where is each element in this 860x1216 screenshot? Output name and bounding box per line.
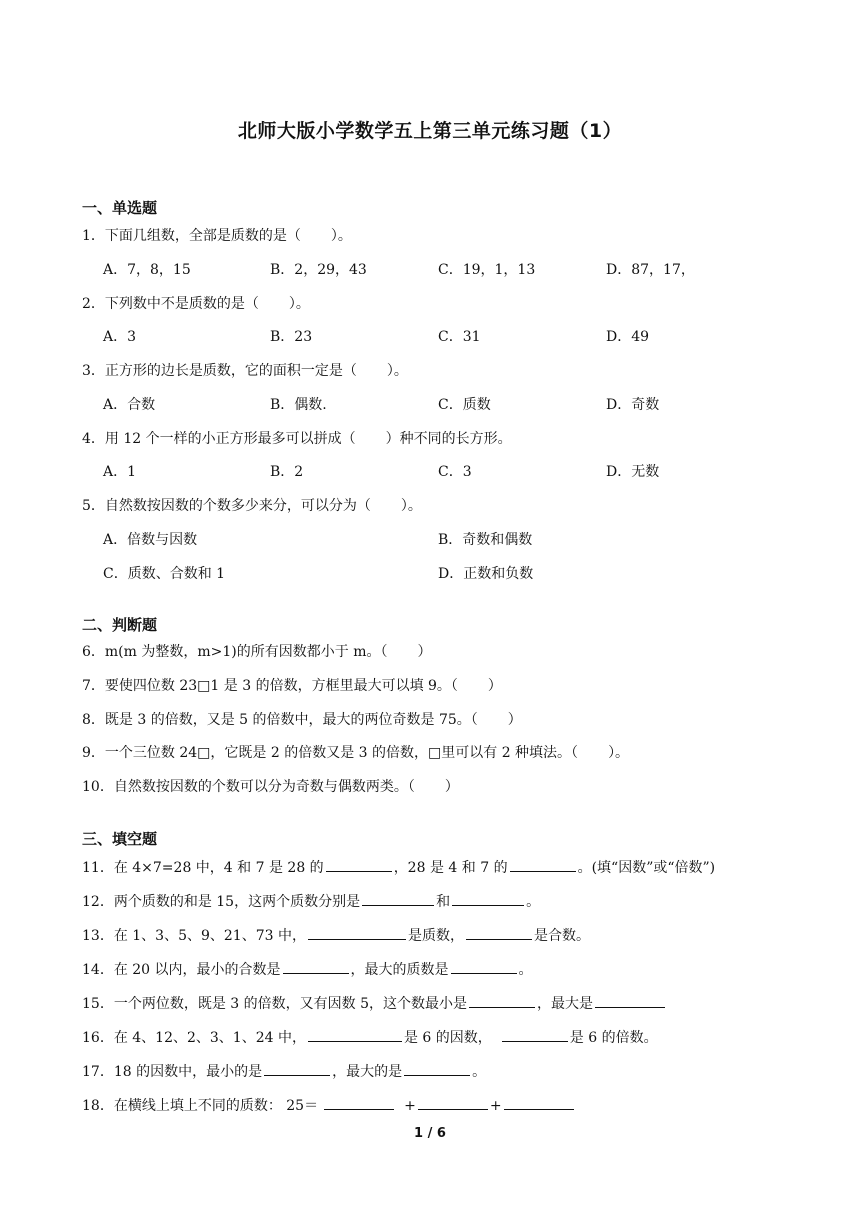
question-13-text-c: 是合数。 <box>533 928 590 944</box>
answer-blank[interactable] <box>595 992 665 1008</box>
question-14-text-a: 14．在 20 以内，最小的合数是 <box>82 962 281 978</box>
question-4-stem-end: ）种不同的长方形。 <box>385 431 512 447</box>
question-6 <box>82 642 431 662</box>
answer-blank[interactable] <box>504 1094 574 1110</box>
question-3-option-b: B．偶数. <box>270 397 327 413</box>
answer-blank[interactable] <box>308 1026 402 1042</box>
question-4-stem: 4．用 12 个一样的小正方形最多可以拼成（ <box>82 431 356 447</box>
question-3-stem: 3．正方形的边长是质数，它的面积一定是（ <box>82 363 357 379</box>
question-17 <box>82 1060 486 1082</box>
question-18-plus: + <box>404 1098 416 1114</box>
section-heading-true-false: 二、判断题 <box>82 616 158 634</box>
page-title: 北师大版小学数学五上第三单元练习题（1） <box>237 120 623 142</box>
answer-blank[interactable] <box>264 1060 330 1076</box>
answer-blank[interactable] <box>469 992 535 1008</box>
question-3-option-d: D．奇数 <box>606 397 660 413</box>
question-3-stem-end: ）。 <box>386 363 408 379</box>
answer-blank[interactable] <box>326 856 392 872</box>
question-1-option-c: C．19，1，13 <box>438 262 536 278</box>
question-1 <box>82 226 352 246</box>
question-4 <box>82 429 512 449</box>
question-15-text-a: 15．一个两位数，既是 3 的倍数，又有因数 5，这个数最小是 <box>82 996 467 1012</box>
answer-blank[interactable] <box>510 856 576 872</box>
question-8 <box>82 710 522 730</box>
question-5 <box>82 496 422 516</box>
question-2-option-c: C．31 <box>438 329 481 345</box>
question-12-text-b: 和 <box>436 894 451 910</box>
question-12-text-a: 12．两个质数的和是 15，这两个质数分别是 <box>82 894 361 910</box>
question-10-paren-close: ） <box>444 779 459 795</box>
answer-blank[interactable] <box>283 958 349 974</box>
question-3-option-c: C．质数 <box>438 397 491 413</box>
question-13-text-b: 是质数， <box>407 928 464 944</box>
answer-blank[interactable] <box>418 1094 488 1110</box>
question-9 <box>82 743 629 763</box>
question-8-text: 8．既是 3 的倍数，又是 5 的倍数中，最大的两位奇数是 75。（ <box>82 712 478 728</box>
question-15-text-b: ，最大是 <box>536 996 593 1012</box>
question-11 <box>82 856 715 878</box>
question-1-option-b: B．2，29，43 <box>270 262 367 278</box>
question-9-text: 9．一个三位数 24□，它既是 2 的倍数又是 3 的倍数，□里可以有 2 种填法。（ <box>82 745 579 761</box>
question-17-text-a: 17．18 的因数中，最小的是 <box>82 1064 263 1080</box>
question-2 <box>82 294 310 314</box>
question-15 <box>82 992 667 1014</box>
page-number: 1 / 6 <box>414 1126 446 1141</box>
question-13-text-a: 13．在 1、3、5、9、21、73 中， <box>82 928 306 944</box>
question-16 <box>82 1026 658 1048</box>
question-5-stem: 5．自然数按因数的个数多少来分，可以分为（ <box>82 498 371 514</box>
question-12 <box>82 890 540 912</box>
section-heading-single-choice: 一、单选题 <box>82 199 158 217</box>
question-6-paren-close: ） <box>417 644 432 660</box>
question-1-stem-end: ）。 <box>330 228 352 244</box>
question-13 <box>82 924 590 946</box>
answer-blank[interactable] <box>308 924 406 940</box>
question-18 <box>82 1094 576 1116</box>
answer-blank[interactable] <box>362 890 434 906</box>
question-1-option-d: D．87，17， <box>606 262 695 278</box>
answer-blank[interactable] <box>466 924 532 940</box>
question-11-text-b: ，28 是 4 和 7 的 <box>393 860 508 876</box>
answer-blank[interactable] <box>404 1060 470 1076</box>
question-4-option-c: C．3 <box>438 464 472 480</box>
question-9-paren-close: ）。 <box>608 745 630 761</box>
question-5-option-d: D．正数和负数 <box>438 566 534 582</box>
question-5-option-c: C．质数、合数和 1 <box>103 566 226 582</box>
question-16-text-c: 是 6 的倍数。 <box>569 1030 658 1046</box>
section-heading-fill-in: 三、填空题 <box>82 830 158 848</box>
question-6-text: 6．m(m 为整数，m>1)的所有因数都小于 m。（ <box>82 644 388 660</box>
question-3-option-a: A．合数 <box>103 397 156 413</box>
question-2-option-b: B．23 <box>270 329 313 345</box>
question-7-paren-close: ） <box>487 678 502 694</box>
answer-blank[interactable] <box>452 890 524 906</box>
question-7-text: 7．要使四位数 23□1 是 3 的倍数，方框里最大可以填 9。（ <box>82 678 458 694</box>
question-18-text-a: 18．在横线上填上不同的质数： 25＝ <box>82 1098 319 1114</box>
question-1-option-a: A．7，8，15 <box>103 262 191 278</box>
question-12-text-c: 。 <box>526 894 541 910</box>
question-17-text-b: ，最大的是 <box>332 1064 403 1080</box>
answer-blank[interactable] <box>324 1094 394 1110</box>
answer-blank[interactable] <box>451 958 517 974</box>
question-16-text-a: 16．在 4、12、2、3、1、24 中， <box>82 1030 306 1046</box>
question-4-option-a: A．1 <box>103 464 137 480</box>
question-5-stem-end: ）。 <box>400 498 422 514</box>
question-3 <box>82 361 408 381</box>
question-10-text: 10．自然数按因数的个数可以分为奇数与偶数两类。（ <box>82 779 415 795</box>
question-11-text-a: 11．在 4×7=28 中，4 和 7 是 28 的 <box>82 860 324 876</box>
question-4-option-d: D．无数 <box>606 464 660 480</box>
question-2-stem: 2．下列数中不是质数的是（ <box>82 296 259 312</box>
question-5-option-a: A．倍数与因数 <box>103 532 198 548</box>
question-5-option-b: B．奇数和偶数 <box>438 532 533 548</box>
question-7 <box>82 676 502 696</box>
question-2-stem-end: ）。 <box>288 296 310 312</box>
question-14-text-b: ，最大的质数是 <box>350 962 449 978</box>
question-17-text-c: 。 <box>472 1064 487 1080</box>
question-18-plus: + <box>489 1098 502 1114</box>
question-14-text-c: 。 <box>518 962 533 978</box>
answer-blank[interactable] <box>502 1026 568 1042</box>
question-14 <box>82 958 533 980</box>
question-2-option-d: D．49 <box>606 329 650 345</box>
question-11-text-c: 。(填“因数”或“倍数”) <box>577 860 716 876</box>
question-4-option-b: B．2 <box>270 464 304 480</box>
question-2-option-a: A．3 <box>103 329 137 345</box>
question-10 <box>82 777 459 797</box>
question-1-stem: 1．下面几组数，全部是质数的是（ <box>82 228 301 244</box>
question-16-text-b: 是 6 的因数， <box>403 1030 492 1046</box>
question-8-paren-close: ） <box>507 712 522 728</box>
